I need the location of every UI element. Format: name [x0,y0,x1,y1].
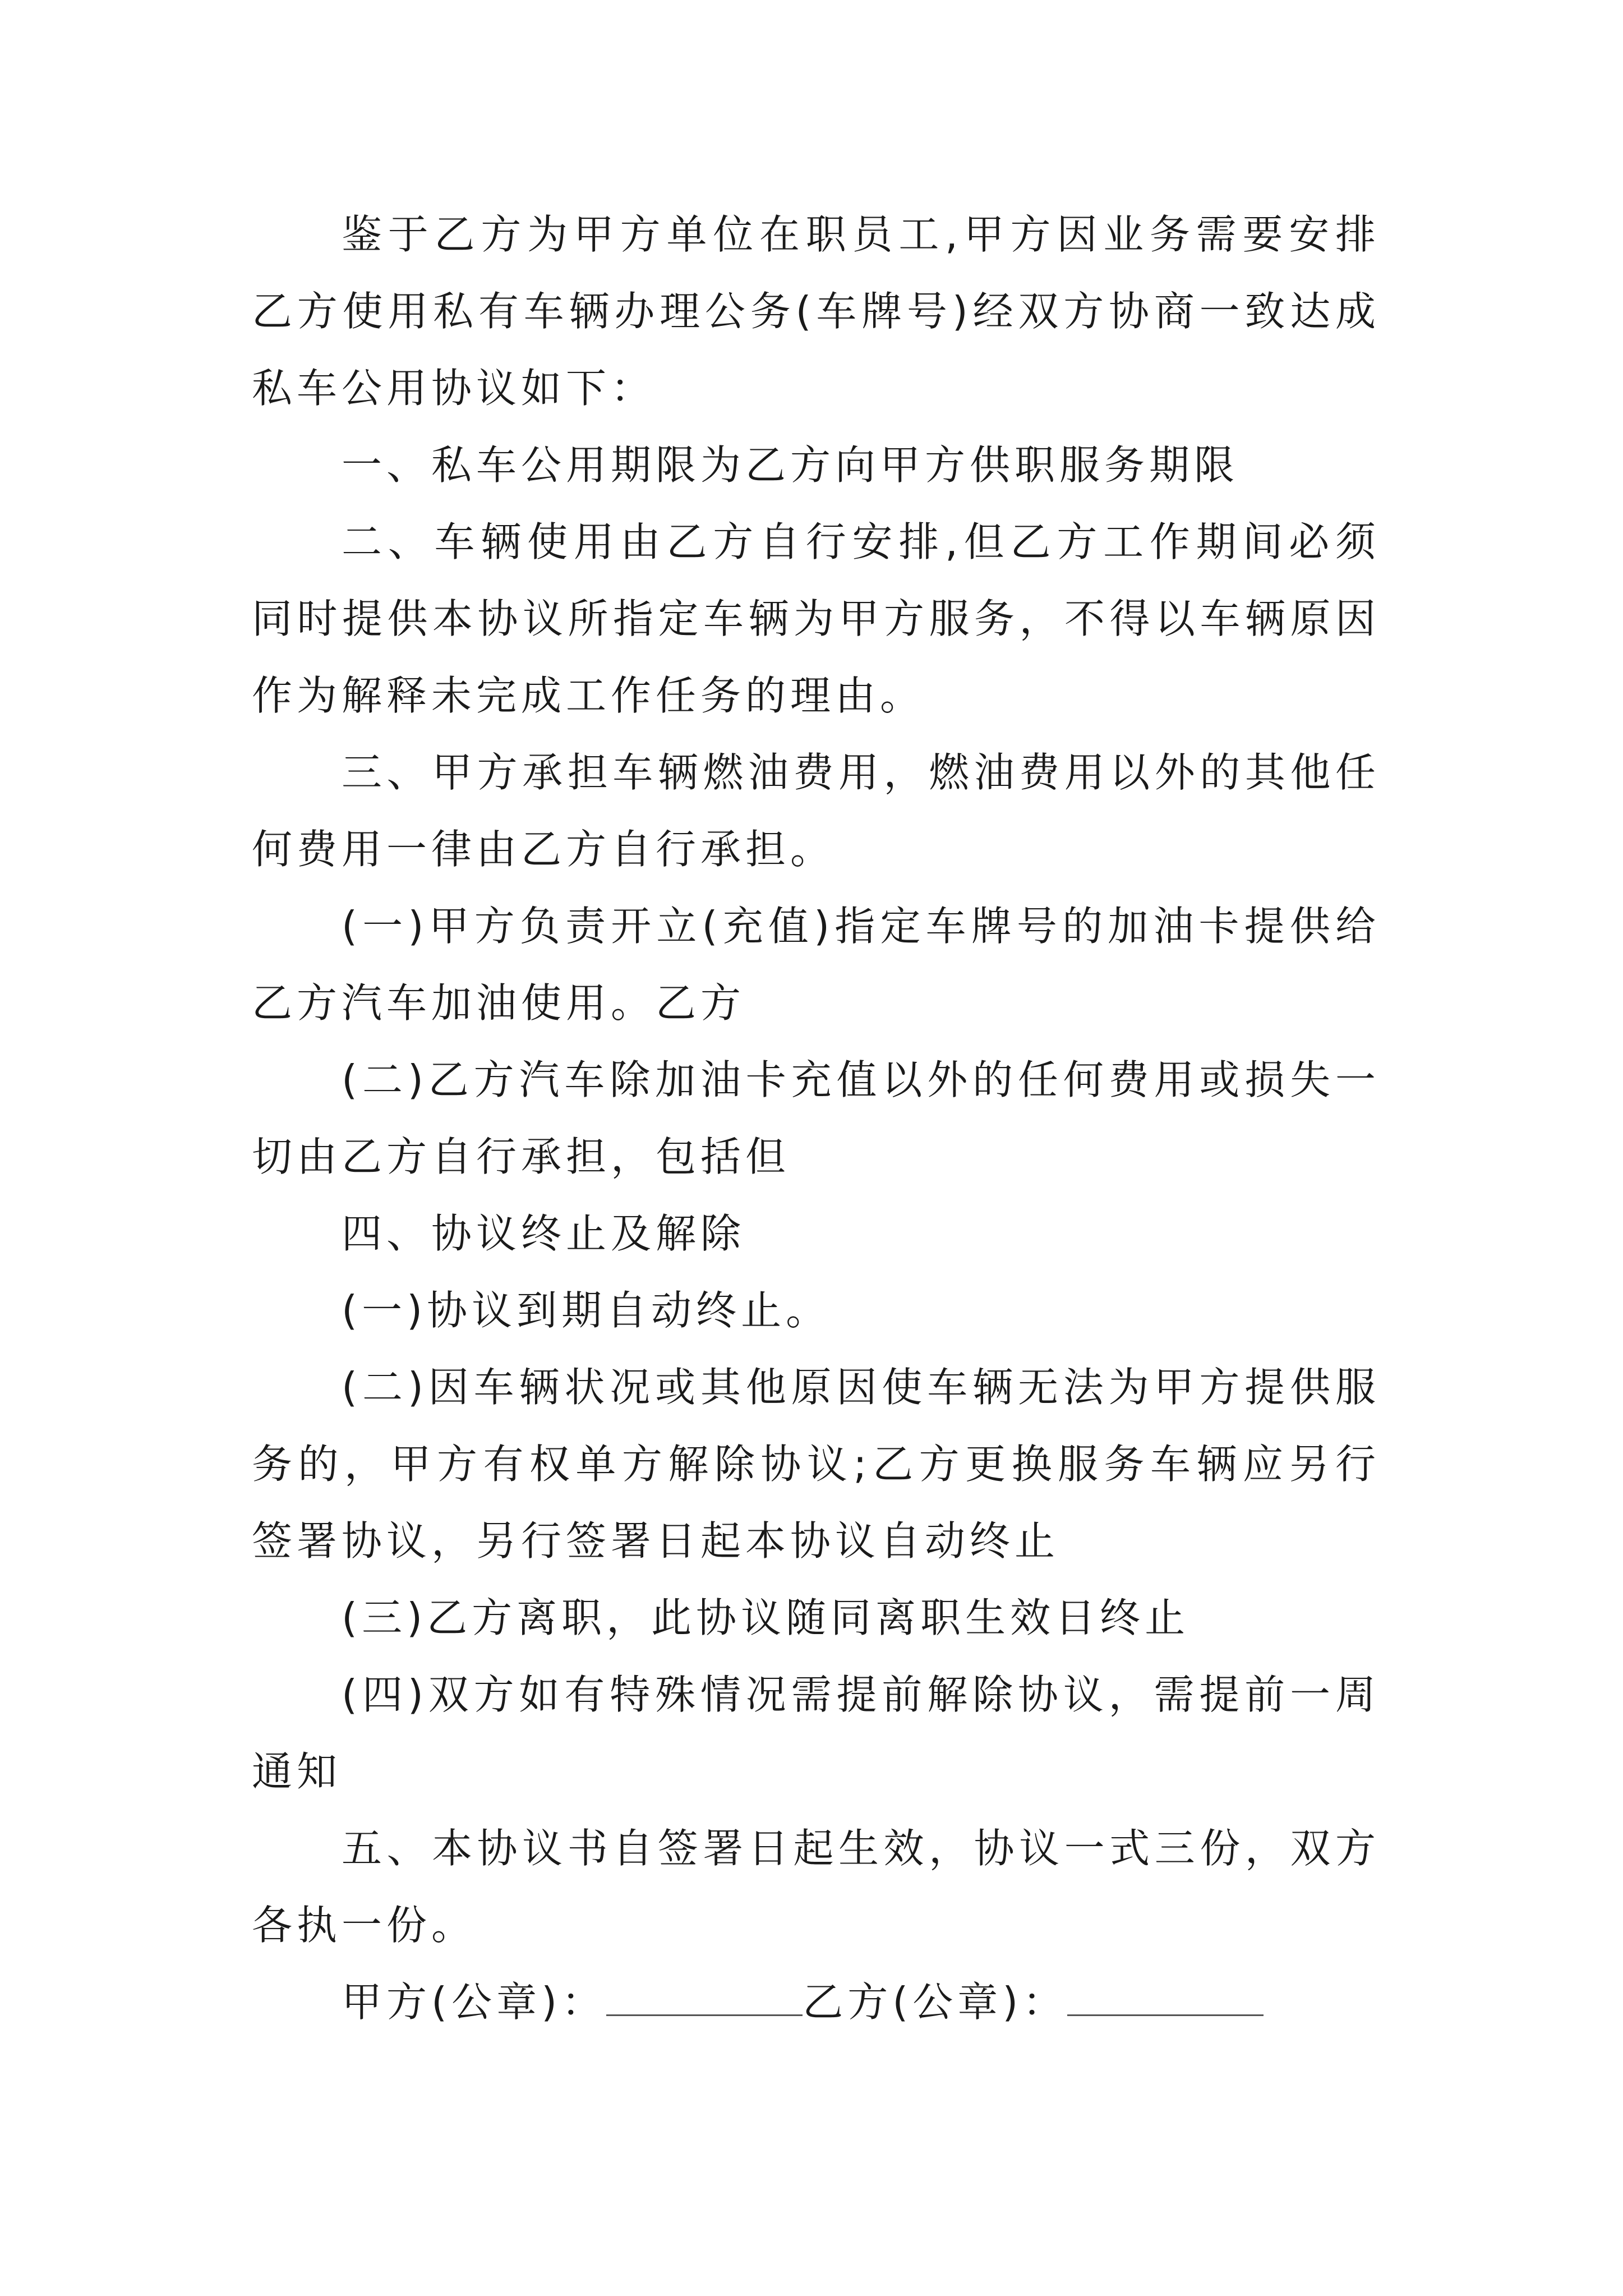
paragraph-clause-4-4: (四)双方如有特殊情况需提前解除协议，需提前一周通知 [252,1671,1380,1795]
agreement-body [252,196,1380,2041]
paragraph-clause-4-3: (三)乙方离职，此协议随同离职生效日终止 [342,1594,1190,1641]
paragraph-clause-4: 四、协议终止及解除 [342,1210,746,1257]
paragraph-clause-4-2: (二)因车辆状况或其他原因使车辆无法为甲方提供服务的，甲方有权单方解除协议;乙方更换服务车辆应另行签署协议，另行签署日起本协议自动终止 [252,1364,1380,1565]
paragraph-clause-3-2: (二)乙方汽车除加油卡充值以外的任何费用或损失一切由乙方自行承担，包括但 [252,1056,1380,1180]
party-b-seal-label: 乙方(公章)： [803,1978,1068,2026]
party-a-signature-line [606,1981,803,2016]
paragraph-clause-3: 三、甲方承担车辆燃油费用，燃油费用以外的其他任何费用一律由乙方自行承担。 [252,749,1380,873]
paragraph-clause-4-1: (一)协议到期自动终止。 [342,1287,831,1334]
paragraph-clause-2: 二、车辆使用由乙方自行安排,但乙方工作期间必须同时提供本协议所指定车辆为甲方服务，不得以车辆原因作为解释未完成工作任务的理由。 [252,518,1380,719]
paragraph-clause-5: 五、本协议书自签署日起生效，协议一式三份，双方各执一份。 [252,1825,1380,1949]
party-b-signature-line [1067,1981,1264,2016]
paragraph-preamble: 鉴于乙方为甲方单位在职员工,甲方因业务需要安排乙方使用私有车辆办理公务(车牌号)经双方协商一致达成私车公用协议如下： [252,211,1380,412]
party-a-seal-label: 甲方(公章)： [342,1978,607,2026]
paragraph-clause-1: 一、私车公用期限为乙方向甲方供职服务期限 [342,441,1239,489]
signature-row [252,1964,1380,2041]
paragraph-clause-3-1: (一)甲方负责开立(充值)指定车牌号的加油卡提供给乙方汽车加油使用。乙方 [252,903,1380,1027]
